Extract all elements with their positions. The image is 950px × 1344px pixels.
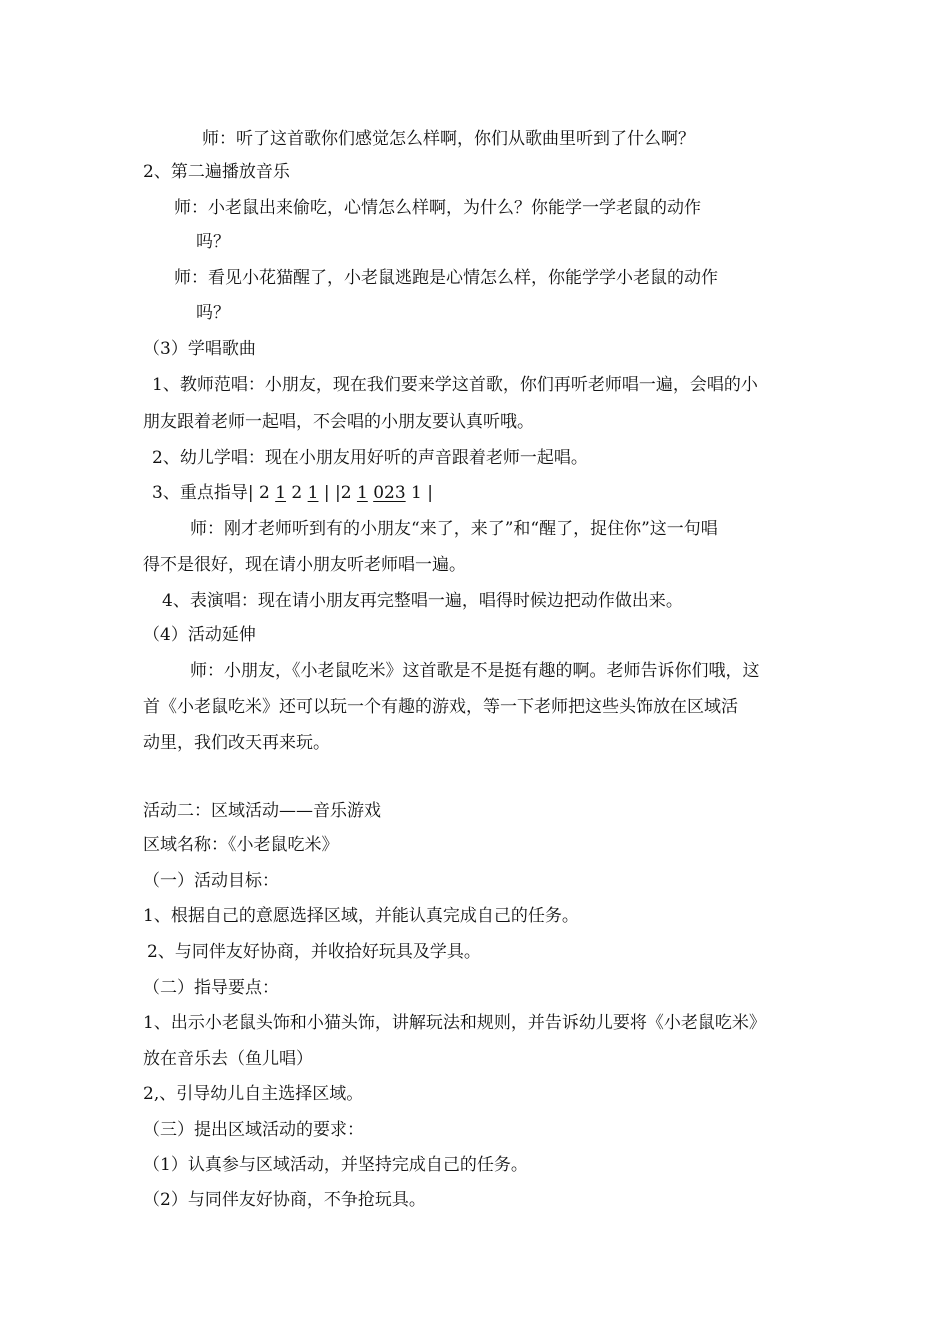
text-line: （2）与同伴友好协商，不争抢玩具。 bbox=[143, 1190, 426, 1210]
activity-heading: 活动二：区域活动——音乐游戏 bbox=[143, 801, 381, 821]
text-line: 首《小老鼠吃米》还可以玩一个有趣的游戏，等一下老师把这些头饰放在区域活 bbox=[143, 697, 738, 717]
notation-prefix: 3、重点指导 bbox=[152, 483, 248, 503]
section-heading: （二）指导要点： bbox=[143, 978, 279, 998]
notation-underlined-note: 1 bbox=[356, 483, 368, 503]
notation-part: | 2 bbox=[247, 483, 276, 503]
notation-part: | |2 bbox=[318, 483, 357, 503]
text-line: 区域名称：《小老鼠吃米》 bbox=[143, 835, 339, 855]
text-line: 吗？ bbox=[196, 303, 230, 323]
text-line: 放在音乐去（鱼儿唱） bbox=[143, 1049, 313, 1069]
text-line: （1）认真参与区域活动，并坚持完成自己的任务。 bbox=[143, 1155, 528, 1175]
notation-line bbox=[152, 481, 433, 505]
text-line: 1、出示小老鼠头饰和小猫头饰，讲解玩法和规则，并告诉幼儿要将《小老鼠吃米》 bbox=[143, 1013, 766, 1033]
notation-underlined-note: 023 bbox=[373, 483, 406, 503]
text-line: 师：小朋友，《小老鼠吃米》这首歌是不是挺有趣的啊。老师告诉你们哦，这 bbox=[190, 661, 760, 681]
notation-underlined-note: 1 bbox=[275, 483, 287, 503]
notation-part: 2 bbox=[286, 483, 308, 503]
notation-underlined-note: 1 bbox=[307, 483, 319, 503]
section-heading: （一）活动目标： bbox=[143, 871, 279, 891]
section-heading: （三）提出区域活动的要求： bbox=[143, 1120, 364, 1140]
text-line: 吗？ bbox=[196, 232, 230, 252]
text-line: 2,、引导幼儿自主选择区域。 bbox=[143, 1084, 364, 1104]
section-heading: （4）活动延伸 bbox=[143, 625, 256, 645]
section-heading: （3）学唱歌曲 bbox=[143, 339, 256, 359]
text-line: 师：看见小花猫醒了，小老鼠逃跑是心情怎么样，你能学学小老鼠的动作 bbox=[174, 268, 718, 288]
text-line: 1、根据自己的意愿选择区域，并能认真完成自己的任务。 bbox=[143, 906, 579, 926]
text-line: 朋友跟着老师一起唱，不会唱的小朋友要认真听哦。 bbox=[143, 412, 534, 432]
text-line: 2、幼儿学唱：现在小朋友用好听的声音跟着老师一起唱。 bbox=[152, 448, 588, 468]
text-line: 动里，我们改天再来玩。 bbox=[143, 733, 330, 753]
text-line: 师：小老鼠出来偷吃，心情怎么样啊，为什么？你能学一学老鼠的动作 bbox=[174, 198, 701, 218]
text-line: 2、与同伴友好协商，并收拾好玩具及学具。 bbox=[147, 942, 481, 962]
text-line: 1、教师范唱：小朋友，现在我们要来学这首歌，你们再听老师唱一遍，会唱的小 bbox=[152, 375, 758, 395]
text-line: 4、表演唱：现在请小朋友再完整唱一遍，唱得时候边把动作做出来。 bbox=[162, 591, 683, 611]
text-line: 师：刚才老师听到有的小朋友“来了，来了”和“醒了，捉住你”这一句唱 bbox=[190, 519, 718, 539]
text-line: 得不是很好，现在请小朋友听老师唱一遍。 bbox=[143, 555, 466, 575]
notation-part: 1 | bbox=[405, 483, 433, 503]
text-line: 师：听了这首歌你们感觉怎么样啊，你们从歌曲里听到了什么啊？ bbox=[202, 129, 695, 149]
text-line: 2、第二遍播放音乐 bbox=[143, 162, 290, 182]
